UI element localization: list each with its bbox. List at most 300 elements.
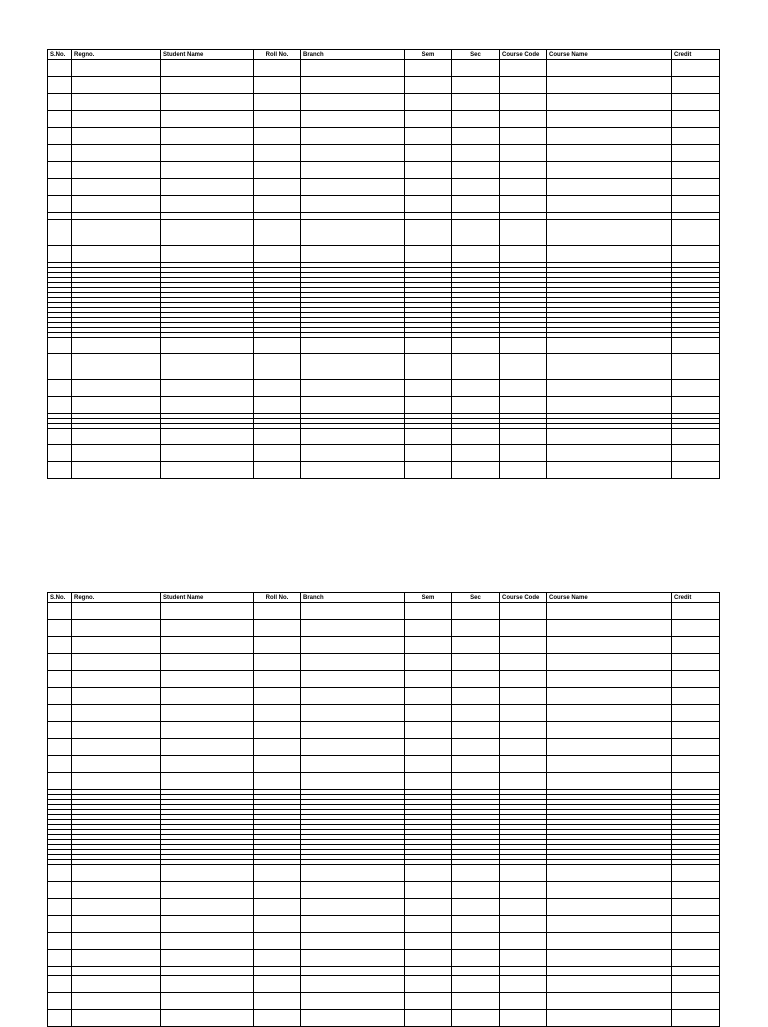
table-cell[interactable] [48, 950, 72, 967]
table-cell[interactable] [301, 429, 405, 445]
table-cell[interactable] [161, 950, 254, 967]
table-cell[interactable] [672, 620, 720, 637]
table-cell[interactable] [452, 756, 500, 773]
table-cell[interactable] [500, 354, 547, 380]
table-cell[interactable] [672, 705, 720, 722]
table-cell[interactable] [161, 246, 254, 263]
table-cell[interactable] [254, 94, 301, 111]
table-cell[interactable] [405, 462, 452, 479]
table-cell[interactable] [452, 397, 500, 414]
table-cell[interactable] [547, 196, 672, 213]
table-cell[interactable] [547, 773, 672, 790]
table-cell[interactable] [500, 933, 547, 950]
table-cell[interactable] [301, 882, 405, 899]
table-cell[interactable] [254, 722, 301, 739]
table-cell[interactable] [301, 60, 405, 77]
table-cell[interactable] [48, 933, 72, 950]
table-cell[interactable] [254, 128, 301, 145]
table-cell[interactable] [405, 445, 452, 462]
table-cell[interactable] [48, 756, 72, 773]
table-cell[interactable] [672, 462, 720, 479]
table-cell[interactable] [72, 128, 161, 145]
table-cell[interactable] [672, 196, 720, 213]
table-cell[interactable] [672, 739, 720, 756]
table-cell[interactable] [672, 671, 720, 688]
table-cell[interactable] [72, 196, 161, 213]
table-cell[interactable] [405, 722, 452, 739]
table-cell[interactable] [48, 916, 72, 933]
table-cell[interactable] [301, 603, 405, 620]
table-cell[interactable] [547, 213, 672, 220]
table-cell[interactable] [72, 77, 161, 94]
table-cell[interactable] [72, 380, 161, 397]
table-cell[interactable] [48, 654, 72, 671]
table-cell[interactable] [500, 128, 547, 145]
table-cell[interactable] [405, 128, 452, 145]
table-cell[interactable] [547, 671, 672, 688]
table-cell[interactable] [72, 671, 161, 688]
table-cell[interactable] [452, 145, 500, 162]
table-cell[interactable] [161, 756, 254, 773]
table-cell[interactable] [405, 993, 452, 1010]
table-cell[interactable] [72, 145, 161, 162]
table-cell[interactable] [161, 213, 254, 220]
table-cell[interactable] [161, 637, 254, 654]
table-cell[interactable] [405, 976, 452, 993]
table-cell[interactable] [161, 882, 254, 899]
table-cell[interactable] [672, 603, 720, 620]
table-cell[interactable] [500, 722, 547, 739]
table-cell[interactable] [500, 620, 547, 637]
table-cell[interactable] [254, 671, 301, 688]
table-cell[interactable] [48, 603, 72, 620]
table-cell[interactable] [301, 145, 405, 162]
table-cell[interactable] [547, 162, 672, 179]
table-cell[interactable] [48, 196, 72, 213]
table-cell[interactable] [72, 94, 161, 111]
table-cell[interactable] [161, 933, 254, 950]
table-cell[interactable] [161, 397, 254, 414]
table-cell[interactable] [301, 671, 405, 688]
table-cell[interactable] [405, 179, 452, 196]
table-cell[interactable] [161, 671, 254, 688]
table-cell[interactable] [452, 445, 500, 462]
table-cell[interactable] [301, 77, 405, 94]
table-cell[interactable] [452, 976, 500, 993]
table-cell[interactable] [405, 145, 452, 162]
table-cell[interactable] [672, 865, 720, 882]
table-cell[interactable] [547, 220, 672, 246]
table-cell[interactable] [48, 899, 72, 916]
table-cell[interactable] [547, 654, 672, 671]
table-cell[interactable] [672, 162, 720, 179]
table-cell[interactable] [48, 94, 72, 111]
table-cell[interactable] [254, 603, 301, 620]
table-cell[interactable] [48, 338, 72, 354]
table-cell[interactable] [547, 637, 672, 654]
table-cell[interactable] [161, 380, 254, 397]
table-cell[interactable] [254, 380, 301, 397]
table-cell[interactable] [452, 128, 500, 145]
table-cell[interactable] [405, 77, 452, 94]
table-cell[interactable] [405, 162, 452, 179]
table-cell[interactable] [254, 162, 301, 179]
table-cell[interactable] [72, 722, 161, 739]
table-cell[interactable] [72, 429, 161, 445]
table-cell[interactable] [48, 220, 72, 246]
table-cell[interactable] [48, 162, 72, 179]
table-cell[interactable] [452, 654, 500, 671]
table-cell[interactable] [405, 688, 452, 705]
table-cell[interactable] [72, 705, 161, 722]
table-cell[interactable] [161, 179, 254, 196]
table-cell[interactable] [48, 445, 72, 462]
table-cell[interactable] [452, 429, 500, 445]
table-cell[interactable] [500, 916, 547, 933]
table-cell[interactable] [254, 196, 301, 213]
table-cell[interactable] [72, 688, 161, 705]
table-cell[interactable] [48, 967, 72, 976]
table-cell[interactable] [405, 338, 452, 354]
table-cell[interactable] [547, 338, 672, 354]
table-cell[interactable] [301, 933, 405, 950]
table-cell[interactable] [547, 429, 672, 445]
table-cell[interactable] [452, 338, 500, 354]
table-cell[interactable] [301, 916, 405, 933]
table-cell[interactable] [452, 773, 500, 790]
table-cell[interactable] [301, 865, 405, 882]
table-cell[interactable] [452, 620, 500, 637]
table-cell[interactable] [547, 145, 672, 162]
table-cell[interactable] [48, 246, 72, 263]
table-cell[interactable] [547, 705, 672, 722]
table-cell[interactable] [301, 128, 405, 145]
table-cell[interactable] [452, 94, 500, 111]
table-cell[interactable] [672, 993, 720, 1010]
table-cell[interactable] [72, 445, 161, 462]
table-cell[interactable] [161, 899, 254, 916]
table-cell[interactable] [161, 967, 254, 976]
table-cell[interactable] [500, 993, 547, 1010]
table-cell[interactable] [547, 354, 672, 380]
table-cell[interactable] [72, 865, 161, 882]
table-cell[interactable] [405, 196, 452, 213]
table-cell[interactable] [72, 882, 161, 899]
table-cell[interactable] [48, 671, 72, 688]
table-cell[interactable] [672, 60, 720, 77]
table-cell[interactable] [48, 380, 72, 397]
table-cell[interactable] [672, 128, 720, 145]
table-cell[interactable] [452, 882, 500, 899]
table-cell[interactable] [48, 637, 72, 654]
table-cell[interactable] [547, 993, 672, 1010]
table-cell[interactable] [672, 111, 720, 128]
table-cell[interactable] [48, 128, 72, 145]
table-cell[interactable] [48, 397, 72, 414]
table-cell[interactable] [254, 620, 301, 637]
table-cell[interactable] [161, 705, 254, 722]
table-cell[interactable] [161, 162, 254, 179]
table-cell[interactable] [452, 603, 500, 620]
table-cell[interactable] [48, 145, 72, 162]
table-cell[interactable] [547, 620, 672, 637]
table-cell[interactable] [452, 993, 500, 1010]
table-cell[interactable] [500, 77, 547, 94]
table-cell[interactable] [452, 179, 500, 196]
table-cell[interactable] [405, 654, 452, 671]
table-cell[interactable] [547, 865, 672, 882]
table-cell[interactable] [405, 94, 452, 111]
table-cell[interactable] [254, 179, 301, 196]
table-cell[interactable] [500, 220, 547, 246]
table-cell[interactable] [405, 354, 452, 380]
table-cell[interactable] [301, 620, 405, 637]
table-cell[interactable] [452, 111, 500, 128]
table-cell[interactable] [500, 899, 547, 916]
table-cell[interactable] [301, 756, 405, 773]
table-cell[interactable] [72, 756, 161, 773]
table-cell[interactable] [500, 429, 547, 445]
table-cell[interactable] [72, 916, 161, 933]
table-cell[interactable] [301, 220, 405, 246]
table-cell[interactable] [672, 94, 720, 111]
table-cell[interactable] [301, 993, 405, 1010]
table-cell[interactable] [500, 145, 547, 162]
table-cell[interactable] [672, 354, 720, 380]
table-cell[interactable] [500, 179, 547, 196]
table-cell[interactable] [254, 739, 301, 756]
table-cell[interactable] [161, 111, 254, 128]
table-cell[interactable] [48, 77, 72, 94]
table-cell[interactable] [254, 397, 301, 414]
table-cell[interactable] [161, 429, 254, 445]
table-cell[interactable] [547, 60, 672, 77]
table-cell[interactable] [48, 179, 72, 196]
table-cell[interactable] [547, 882, 672, 899]
table-cell[interactable] [161, 654, 254, 671]
table-cell[interactable] [452, 950, 500, 967]
table-cell[interactable] [48, 739, 72, 756]
table-cell[interactable] [500, 967, 547, 976]
table-cell[interactable] [452, 380, 500, 397]
table-cell[interactable] [254, 976, 301, 993]
table-cell[interactable] [452, 637, 500, 654]
table-cell[interactable] [254, 882, 301, 899]
table-cell[interactable] [500, 950, 547, 967]
table-cell[interactable] [161, 220, 254, 246]
table-cell[interactable] [500, 976, 547, 993]
table-cell[interactable] [254, 773, 301, 790]
table-cell[interactable] [405, 213, 452, 220]
table-cell[interactable] [452, 705, 500, 722]
table-cell[interactable] [72, 246, 161, 263]
table-cell[interactable] [254, 220, 301, 246]
table-cell[interactable] [254, 145, 301, 162]
table-cell[interactable] [500, 445, 547, 462]
table-cell[interactable] [500, 688, 547, 705]
table-cell[interactable] [547, 756, 672, 773]
table-cell[interactable] [48, 993, 72, 1010]
table-cell[interactable] [72, 993, 161, 1010]
table-cell[interactable] [547, 899, 672, 916]
table-cell[interactable] [72, 637, 161, 654]
table-cell[interactable] [48, 213, 72, 220]
table-cell[interactable] [547, 688, 672, 705]
table-cell[interactable] [672, 722, 720, 739]
table-cell[interactable] [452, 77, 500, 94]
table-cell[interactable] [72, 654, 161, 671]
table-cell[interactable] [405, 916, 452, 933]
table-cell[interactable] [500, 111, 547, 128]
table-cell[interactable] [672, 967, 720, 976]
table-cell[interactable] [405, 671, 452, 688]
table-cell[interactable] [452, 739, 500, 756]
table-cell[interactable] [161, 603, 254, 620]
table-cell[interactable] [452, 933, 500, 950]
table-cell[interactable] [500, 671, 547, 688]
table-cell[interactable] [547, 603, 672, 620]
table-cell[interactable] [500, 213, 547, 220]
table-cell[interactable] [161, 993, 254, 1010]
table-cell[interactable] [161, 976, 254, 993]
table-cell[interactable] [72, 397, 161, 414]
table-cell[interactable] [452, 60, 500, 77]
table-cell[interactable] [405, 739, 452, 756]
table-cell[interactable] [48, 60, 72, 77]
table-cell[interactable] [72, 220, 161, 246]
table-cell[interactable] [161, 94, 254, 111]
table-cell[interactable] [405, 950, 452, 967]
table-cell[interactable] [301, 722, 405, 739]
table-cell[interactable] [500, 397, 547, 414]
table-cell[interactable] [72, 354, 161, 380]
table-cell[interactable] [547, 967, 672, 976]
table-cell[interactable] [547, 722, 672, 739]
table-cell[interactable] [452, 196, 500, 213]
table-cell[interactable] [48, 705, 72, 722]
table-cell[interactable] [405, 111, 452, 128]
table-cell[interactable] [500, 162, 547, 179]
table-cell[interactable] [254, 429, 301, 445]
table-cell[interactable] [547, 445, 672, 462]
table-cell[interactable] [301, 739, 405, 756]
table-cell[interactable] [301, 179, 405, 196]
table-cell[interactable] [72, 739, 161, 756]
table-cell[interactable] [48, 976, 72, 993]
table-cell[interactable] [254, 213, 301, 220]
table-cell[interactable] [500, 865, 547, 882]
table-cell[interactable] [301, 162, 405, 179]
table-cell[interactable] [405, 705, 452, 722]
table-cell[interactable] [547, 94, 672, 111]
table-cell[interactable] [254, 899, 301, 916]
table-cell[interactable] [500, 60, 547, 77]
table-cell[interactable] [405, 620, 452, 637]
table-cell[interactable] [547, 933, 672, 950]
table-cell[interactable] [672, 380, 720, 397]
table-cell[interactable] [254, 445, 301, 462]
table-cell[interactable] [500, 462, 547, 479]
table-cell[interactable] [72, 462, 161, 479]
table-cell[interactable] [672, 145, 720, 162]
table-cell[interactable] [500, 773, 547, 790]
table-cell[interactable] [254, 865, 301, 882]
table-cell[interactable] [301, 976, 405, 993]
table-cell[interactable] [405, 397, 452, 414]
table-cell[interactable] [301, 688, 405, 705]
table-cell[interactable] [672, 654, 720, 671]
table-cell[interactable] [672, 220, 720, 246]
table-cell[interactable] [672, 756, 720, 773]
table-cell[interactable] [161, 196, 254, 213]
table-cell[interactable] [161, 77, 254, 94]
table-cell[interactable] [547, 950, 672, 967]
table-cell[interactable] [672, 445, 720, 462]
table-cell[interactable] [405, 882, 452, 899]
table-cell[interactable] [254, 111, 301, 128]
table-cell[interactable] [301, 950, 405, 967]
table-cell[interactable] [301, 654, 405, 671]
table-cell[interactable] [301, 213, 405, 220]
table-cell[interactable] [48, 882, 72, 899]
table-cell[interactable] [547, 128, 672, 145]
table-cell[interactable] [672, 882, 720, 899]
table-cell[interactable] [72, 162, 161, 179]
table-cell[interactable] [500, 882, 547, 899]
table-cell[interactable] [405, 967, 452, 976]
table-cell[interactable] [452, 899, 500, 916]
table-cell[interactable] [254, 933, 301, 950]
table-cell[interactable] [161, 865, 254, 882]
table-cell[interactable] [254, 756, 301, 773]
table-cell[interactable] [72, 60, 161, 77]
table-cell[interactable] [301, 397, 405, 414]
table-cell[interactable] [500, 654, 547, 671]
table-cell[interactable] [452, 967, 500, 976]
table-cell[interactable] [72, 933, 161, 950]
table-cell[interactable] [301, 246, 405, 263]
table-cell[interactable] [254, 950, 301, 967]
table-cell[interactable] [48, 462, 72, 479]
table-cell[interactable] [72, 111, 161, 128]
table-cell[interactable] [547, 77, 672, 94]
table-cell[interactable] [500, 756, 547, 773]
table-cell[interactable] [547, 976, 672, 993]
table-cell[interactable] [500, 637, 547, 654]
table-cell[interactable] [301, 94, 405, 111]
table-cell[interactable] [254, 246, 301, 263]
table-cell[interactable] [254, 60, 301, 77]
table-cell[interactable] [672, 338, 720, 354]
table-cell[interactable] [301, 111, 405, 128]
table-cell[interactable] [301, 967, 405, 976]
table-cell[interactable] [452, 688, 500, 705]
table-cell[interactable] [500, 338, 547, 354]
table-cell[interactable] [254, 77, 301, 94]
table-cell[interactable] [500, 739, 547, 756]
table-cell[interactable] [161, 354, 254, 380]
table-cell[interactable] [672, 976, 720, 993]
table-cell[interactable] [48, 111, 72, 128]
table-cell[interactable] [301, 380, 405, 397]
table-cell[interactable] [405, 60, 452, 77]
table-cell[interactable] [254, 462, 301, 479]
table-cell[interactable] [405, 246, 452, 263]
table-cell[interactable] [672, 397, 720, 414]
table-cell[interactable] [500, 94, 547, 111]
table-cell[interactable] [161, 60, 254, 77]
table-cell[interactable] [301, 637, 405, 654]
